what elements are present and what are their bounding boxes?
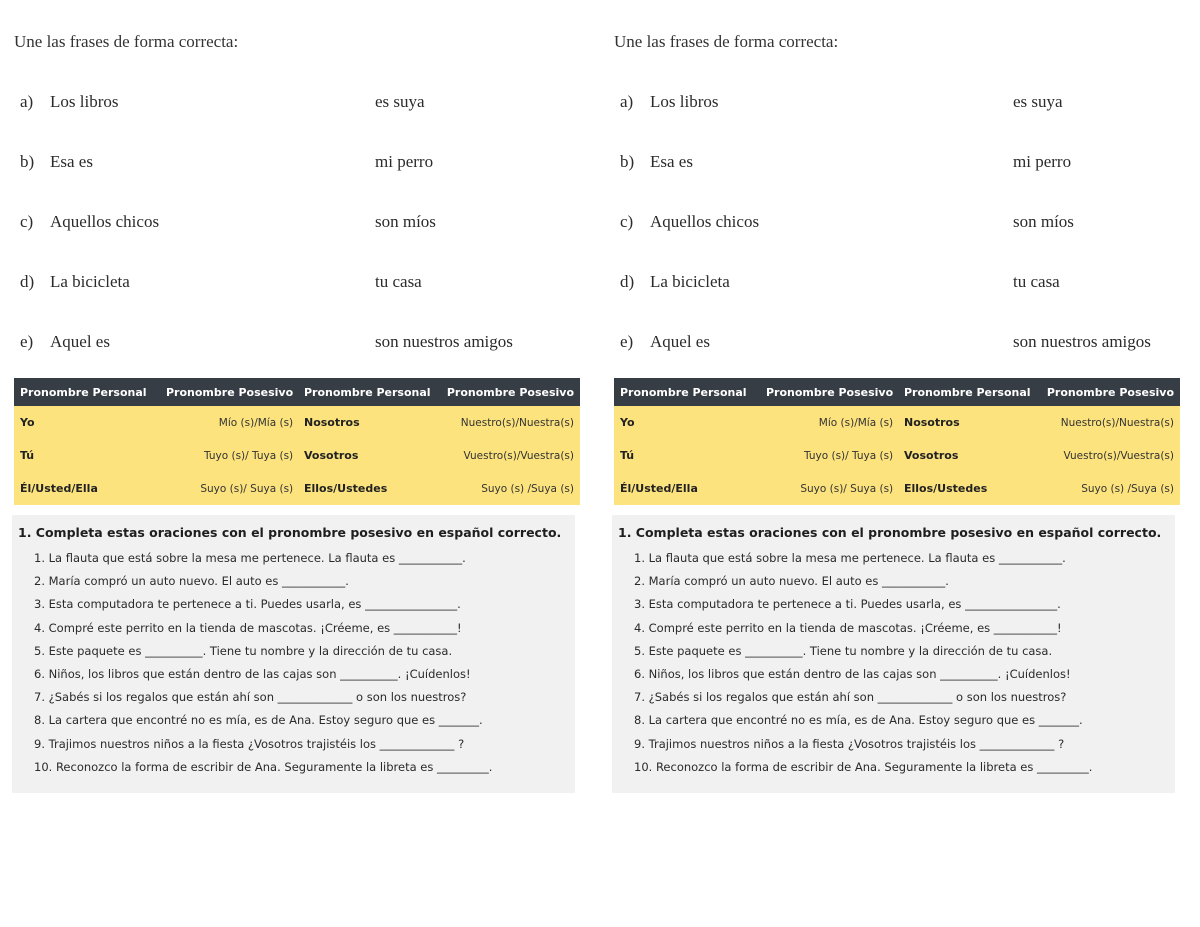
exercise-item: 3. Esta computadora te pertenece a ti. Puedes usarla, es ________________. — [34, 597, 461, 612]
worksheet-heading: Une las frases de forma correcta: — [14, 32, 239, 51]
pronoun-table-row — [898, 472, 1180, 505]
header-pronombre-personal: Pronombre Personal — [14, 378, 160, 406]
matching-left-phrase: Los libros — [650, 92, 719, 111]
pronoun-table-row — [298, 439, 580, 472]
matching-left-phrase: Aquel es — [650, 332, 710, 351]
possessive-pronoun-cell: Mío (s)/Mía (s) — [760, 406, 899, 439]
header-pronombre-posesivo: Pronombre Posesivo — [441, 378, 580, 406]
matching-row — [0, 332, 580, 356]
exercise-item: 7. ¿Sabés si los regalos que están ahí son _____________ o son los nuestros? — [634, 690, 1067, 705]
matching-row — [0, 152, 580, 176]
matching-left-phrase: Esa es — [50, 152, 93, 171]
exercise-item: 4. Compré este perrito en la tienda de mascotas. ¡Créeme, es ___________! — [34, 620, 462, 635]
matching-left-phrase: Los libros — [50, 92, 119, 111]
pronoun-table — [898, 378, 1180, 505]
possessive-pronoun-cell: Nuestro(s)/Nuestra(s) — [1041, 406, 1180, 439]
possessive-pronoun-cell: Suyo (s) /Suya (s) — [1041, 472, 1180, 505]
matching-left-phrase: La bicicleta — [50, 272, 130, 291]
pronoun-table-row — [298, 472, 580, 505]
pronoun-table-row — [14, 472, 299, 505]
pronoun-table-row — [14, 439, 299, 472]
exercise-title: 1. Completa estas oraciones con el pronombre posesivo en español correcto. — [18, 525, 562, 540]
worksheet-left — [0, 0, 580, 927]
pronoun-table-header — [14, 378, 299, 406]
exercise-box — [12, 515, 575, 793]
header-pronombre-posesivo: Pronombre Posesivo — [760, 378, 899, 406]
matching-right-phrase: mi perro — [375, 152, 434, 171]
personal-pronoun-cell: Tú — [614, 439, 760, 472]
pronoun-table-header — [898, 378, 1180, 406]
possessive-pronoun-cell: Suyo (s)/ Suya (s) — [760, 472, 899, 505]
matching-row — [600, 92, 1180, 116]
personal-pronoun-cell: Nosotros — [298, 406, 441, 439]
matching-row — [600, 332, 1180, 356]
pronoun-table-row — [614, 472, 899, 505]
personal-pronoun-cell: Él/Usted/Ella — [14, 472, 160, 505]
exercise-item: 5. Este paquete es __________. Tiene tu nombre y la dirección de tu casa. — [634, 643, 1053, 658]
matching-row — [600, 212, 1180, 236]
matching-letter: e) — [20, 332, 34, 351]
exercise-item: 2. María compró un auto nuevo. El auto es ___________. — [634, 574, 949, 589]
matching-right-phrase: mi perro — [1013, 152, 1072, 171]
personal-pronoun-cell: Vosotros — [298, 439, 441, 472]
matching-right-phrase: son míos — [375, 212, 436, 231]
matching-right-phrase: son nuestros amigos — [1013, 332, 1151, 351]
matching-letter: d) — [20, 272, 35, 291]
personal-pronoun-cell: Tú — [14, 439, 160, 472]
pronoun-table-row — [614, 439, 899, 472]
possessive-pronoun-cell: Nuestro(s)/Nuestra(s) — [441, 406, 580, 439]
matching-left-phrase: Aquellos chicos — [50, 212, 160, 231]
pronoun-table — [298, 378, 580, 505]
matching-letter: e) — [620, 332, 634, 351]
matching-row — [600, 152, 1180, 176]
matching-right-phrase: es suya — [375, 92, 425, 111]
exercise-box — [612, 515, 1175, 793]
matching-row — [600, 272, 1180, 296]
personal-pronoun-cell: Él/Usted/Ella — [614, 472, 760, 505]
pronoun-table — [14, 378, 299, 505]
matching-right-phrase: es suya — [1013, 92, 1063, 111]
pronoun-table-row — [14, 406, 299, 439]
personal-pronoun-cell: Ellos/Ustedes — [898, 472, 1041, 505]
worksheet-right — [600, 0, 1180, 927]
matching-letter: a) — [20, 92, 34, 111]
worksheet-heading: Une las frases de forma correcta: — [614, 32, 839, 51]
matching-right-phrase: tu casa — [375, 272, 422, 291]
exercise-item: 7. ¿Sabés si los regalos que están ahí son _____________ o son los nuestros? — [34, 690, 467, 705]
exercise-item: 4. Compré este perrito en la tienda de mascotas. ¡Créeme, es ___________! — [634, 620, 1062, 635]
header-pronombre-personal: Pronombre Personal — [898, 378, 1041, 406]
exercise-item: 9. Trajimos nuestros niños a la fiesta ¿Vosotros trajistéis los _____________ ? — [634, 736, 1065, 751]
exercise-item: 10. Reconozco la forma de escribir de Ana. Seguramente la libreta es _________. — [634, 759, 1093, 774]
exercise-item: 1. La flauta que está sobre la mesa me pertenece. La flauta es ___________. — [634, 551, 1066, 565]
pronoun-table — [614, 378, 899, 505]
header-pronombre-posesivo: Pronombre Posesivo — [160, 378, 299, 406]
pronoun-table-row — [614, 406, 899, 439]
exercise-list — [634, 551, 1092, 783]
exercise-item: 1. La flauta que está sobre la mesa me pertenece. La flauta es ___________. — [34, 551, 466, 565]
pronoun-table-row — [298, 406, 580, 439]
exercise-item: 2. María compró un auto nuevo. El auto es ___________. — [34, 574, 349, 589]
possessive-pronoun-cell: Suyo (s) /Suya (s) — [441, 472, 580, 505]
header-pronombre-personal: Pronombre Personal — [614, 378, 760, 406]
personal-pronoun-cell: Vosotros — [898, 439, 1041, 472]
pronoun-table-header — [614, 378, 899, 406]
matching-left-phrase: La bicicleta — [650, 272, 730, 291]
matching-left-phrase: Aquellos chicos — [650, 212, 760, 231]
header-pronombre-posesivo: Pronombre Posesivo — [1041, 378, 1180, 406]
exercise-item: 5. Este paquete es __________. Tiene tu nombre y la dirección de tu casa. — [34, 643, 453, 658]
exercise-item: 8. La cartera que encontré no es mía, es de Ana. Estoy seguro que es _______. — [34, 713, 483, 728]
matching-left-phrase: Esa es — [650, 152, 693, 171]
exercise-title: 1. Completa estas oraciones con el pronombre posesivo en español correcto. — [618, 525, 1162, 540]
exercise-item: 9. Trajimos nuestros niños a la fiesta ¿Vosotros trajistéis los _____________ ? — [34, 736, 465, 751]
matching-letter: a) — [620, 92, 634, 111]
matching-row — [0, 212, 580, 236]
matching-row — [0, 272, 580, 296]
possessive-pronoun-cell: Vuestro(s)/Vuestra(s) — [441, 439, 580, 472]
matching-right-phrase: son nuestros amigos — [375, 332, 513, 351]
matching-letter: b) — [620, 152, 635, 171]
possessive-pronoun-cell: Suyo (s)/ Suya (s) — [160, 472, 299, 505]
personal-pronoun-cell: Yo — [614, 406, 760, 439]
possessive-pronoun-cell: Tuyo (s)/ Tuya (s) — [760, 439, 899, 472]
possessive-pronoun-cell: Tuyo (s)/ Tuya (s) — [160, 439, 299, 472]
exercise-item: 6. Niños, los libros que están dentro de las cajas son __________. ¡Cuídenlos! — [34, 666, 471, 681]
matching-letter: c) — [20, 212, 34, 231]
matching-letter: c) — [620, 212, 634, 231]
header-pronombre-personal: Pronombre Personal — [298, 378, 441, 406]
possessive-pronoun-cell: Vuestro(s)/Vuestra(s) — [1041, 439, 1180, 472]
matching-right-phrase: tu casa — [1013, 272, 1060, 291]
exercise-item: 3. Esta computadora te pertenece a ti. Puedes usarla, es ________________. — [634, 597, 1061, 612]
exercise-item: 8. La cartera que encontré no es mía, es de Ana. Estoy seguro que es _______. — [634, 713, 1083, 728]
personal-pronoun-cell: Yo — [14, 406, 160, 439]
matching-right-phrase: son míos — [1013, 212, 1074, 231]
exercise-item: 10. Reconozco la forma de escribir de Ana. Seguramente la libreta es _________. — [34, 759, 493, 774]
pronoun-table-header — [298, 378, 580, 406]
pronoun-table-row — [898, 439, 1180, 472]
personal-pronoun-cell: Ellos/Ustedes — [298, 472, 441, 505]
matching-row — [0, 92, 580, 116]
possessive-pronoun-cell: Mío (s)/Mía (s) — [160, 406, 299, 439]
pronoun-table-row — [898, 406, 1180, 439]
exercise-item: 6. Niños, los libros que están dentro de las cajas son __________. ¡Cuídenlos! — [634, 666, 1071, 681]
personal-pronoun-cell: Nosotros — [898, 406, 1041, 439]
matching-left-phrase: Aquel es — [50, 332, 110, 351]
matching-letter: d) — [620, 272, 635, 291]
matching-letter: b) — [20, 152, 35, 171]
exercise-list — [34, 551, 492, 783]
